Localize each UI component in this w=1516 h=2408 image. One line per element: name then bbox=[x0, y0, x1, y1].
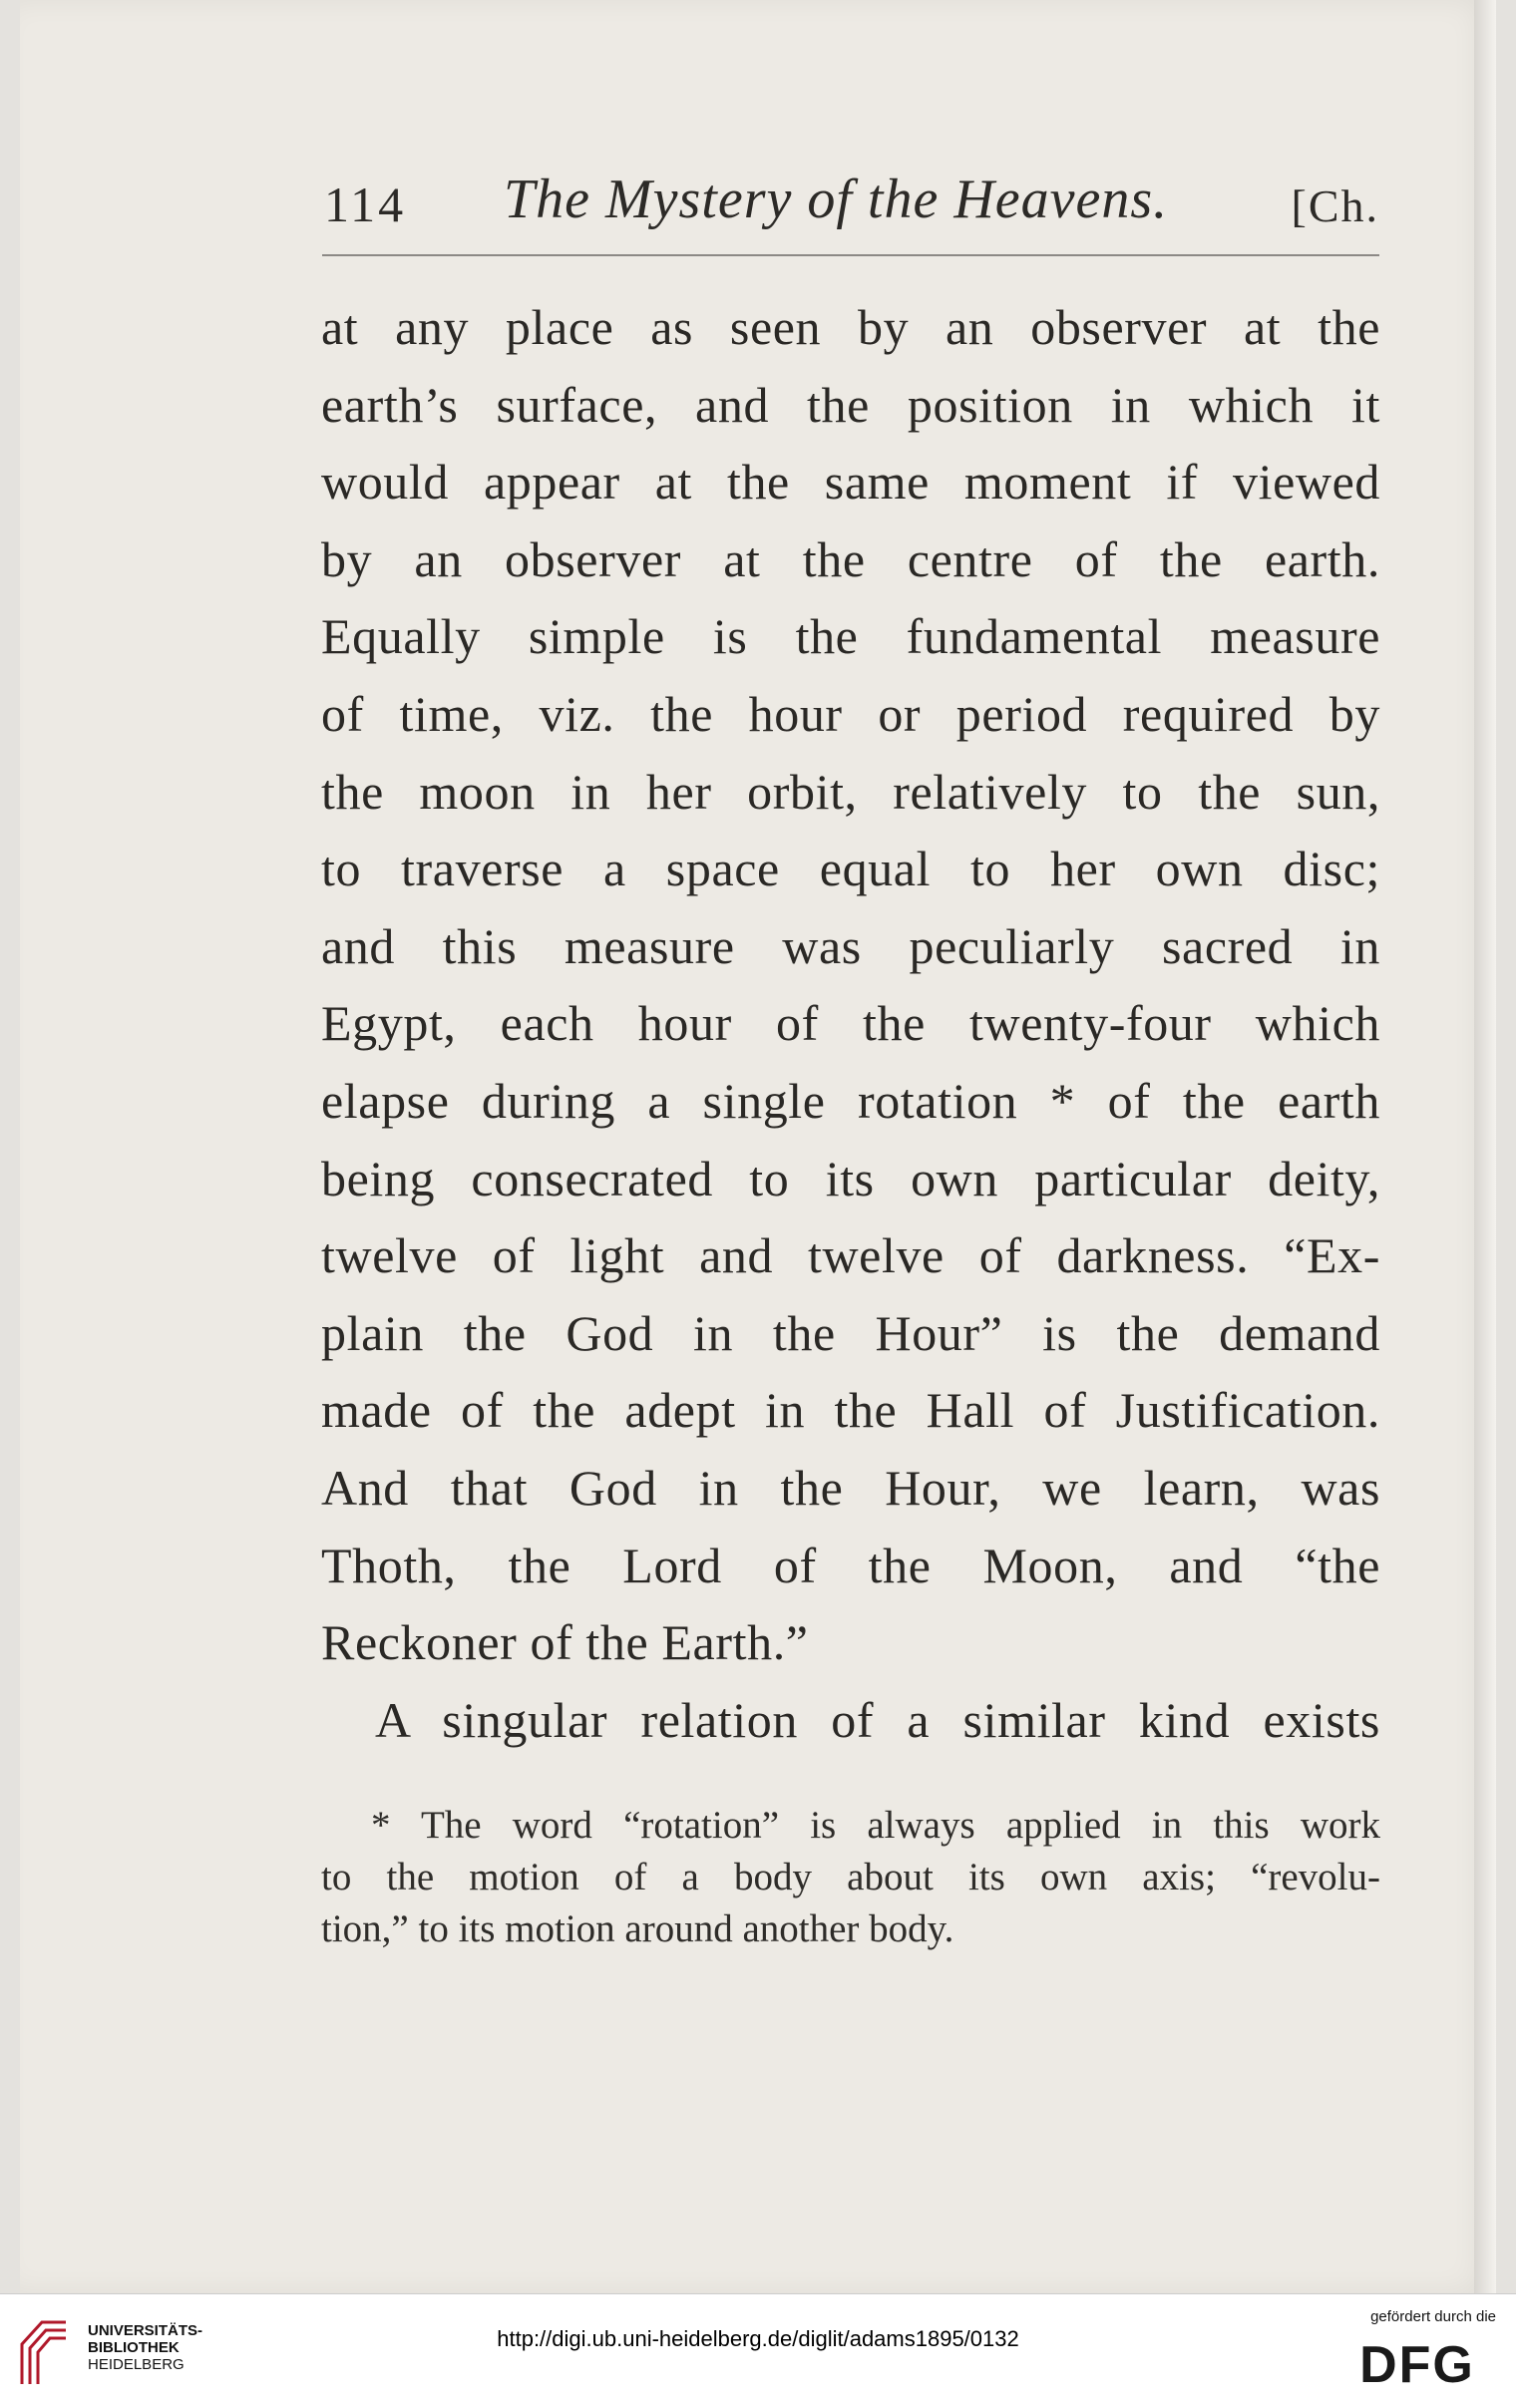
running-head bbox=[324, 168, 1379, 237]
text-line: And that God in the Hour, we learn, was bbox=[321, 1459, 1380, 1516]
text-line: being consecrated to its own particular deity, bbox=[321, 1150, 1380, 1206]
dfg-logo-text: DFG bbox=[1359, 2336, 1475, 2392]
text-line: twelve of light and twelve of darkness. “Ex- bbox=[321, 1227, 1380, 1284]
library-name-line: HEIDELBERG bbox=[88, 2356, 185, 2373]
text-line: Reckoner of the Earth.” bbox=[321, 1614, 809, 1671]
running-title: The Mystery of the Heavens. bbox=[504, 169, 1169, 230]
text-line: Equally simple is the fundamental measure bbox=[321, 608, 1380, 665]
text-line: A singular relation of a similar kind exists bbox=[375, 1691, 1380, 1748]
text-line: the moon in her orbit, relatively to the sun, bbox=[321, 763, 1380, 820]
text-line: at any place as seen by an observer at the bbox=[321, 299, 1380, 355]
chapter-mark: [Ch. bbox=[1291, 180, 1379, 231]
footnote-line: to the motion of a body about its own axis; “revolu- bbox=[321, 1856, 1380, 1898]
header-rule bbox=[322, 254, 1379, 256]
body-text bbox=[321, 289, 1380, 1759]
permalink-url[interactable]: http://digi.ub.uni-heidelberg.de/diglit/adams1895/0132 bbox=[497, 2326, 1019, 2351]
library-name-line: UNIVERSITÄTS- bbox=[88, 2322, 203, 2339]
text-line: and this measure was peculiarly sacred in bbox=[321, 917, 1380, 974]
text-line: elapse during a single rotation * of the earth bbox=[321, 1072, 1380, 1129]
text-line: would appear at the same moment if viewed bbox=[321, 454, 1380, 511]
text-line: Egypt, each hour of the twenty-four which bbox=[321, 995, 1380, 1052]
text-line: by an observer at the centre of the earth. bbox=[321, 530, 1380, 587]
dfg-logo-icon bbox=[1342, 2334, 1492, 2392]
text-line: plain the God in the Hour” is the demand bbox=[321, 1304, 1380, 1361]
footnote-line: tion,” to its motion around another body. bbox=[321, 1907, 954, 1950]
footnote-line: * The word “rotation” is always applied in this work bbox=[371, 1804, 1380, 1847]
viewer-footer bbox=[0, 2293, 1516, 2408]
text-line: earth’s surface, and the position in which it bbox=[321, 376, 1380, 433]
library-name-line: BIBLIOTHEK bbox=[88, 2339, 180, 2356]
footnote bbox=[321, 1800, 1380, 1955]
page-edge bbox=[1474, 0, 1496, 2293]
page-number: 114 bbox=[324, 176, 407, 232]
text-line: Thoth, the Lord of the Moon, and “the bbox=[321, 1537, 1380, 1593]
funding-note: gefördert durch die bbox=[1370, 2308, 1496, 2325]
text-line: to traverse a space equal to her own disc; bbox=[321, 841, 1380, 897]
text-line: made of the adept in the Hall of Justification. bbox=[321, 1382, 1380, 1439]
text-line: of time, viz. the hour or period required by bbox=[321, 685, 1380, 742]
